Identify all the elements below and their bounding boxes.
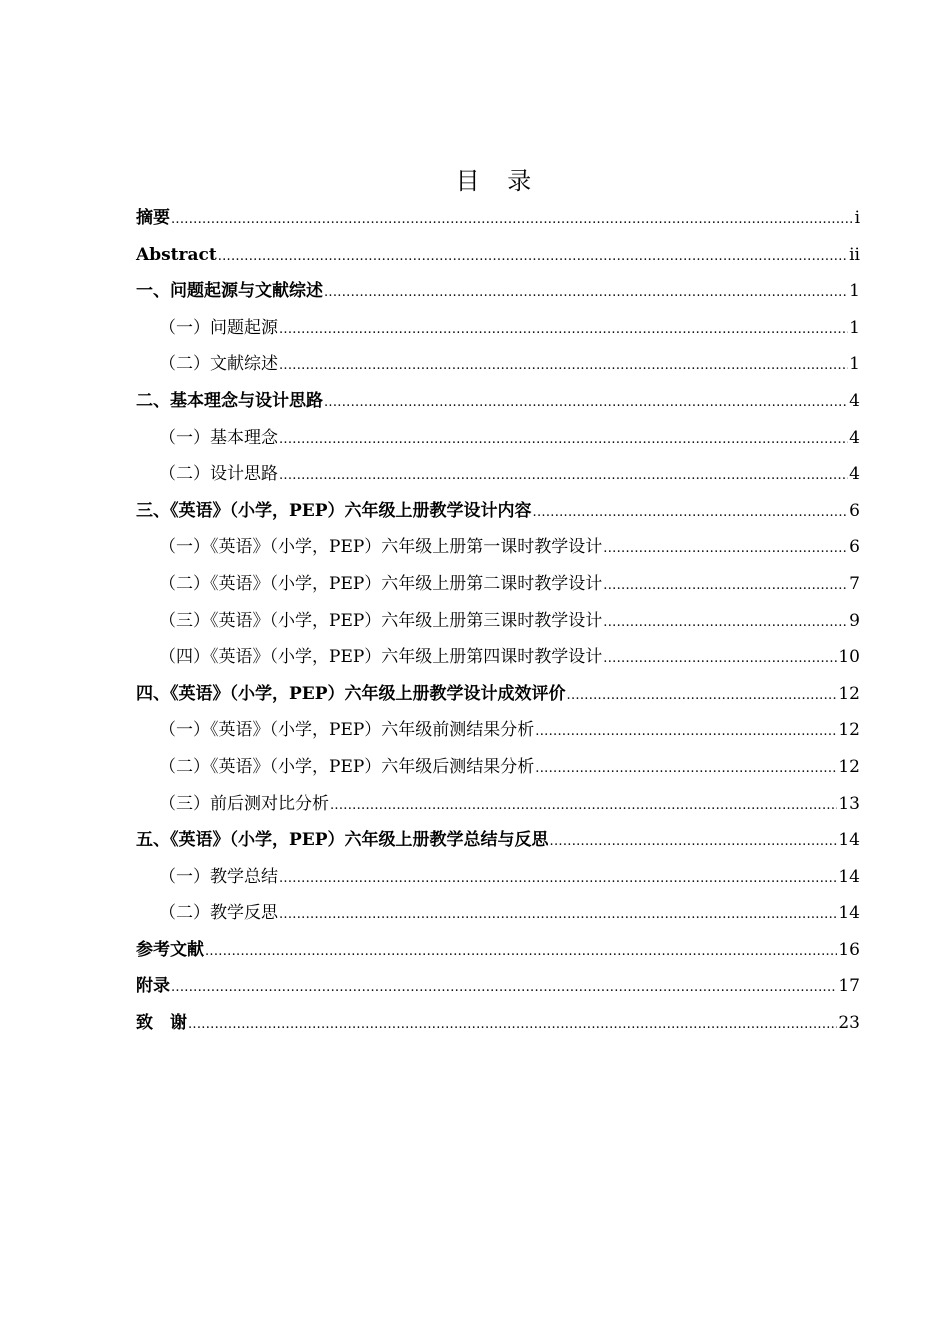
toc-entry[interactable] <box>136 639 860 676</box>
toc-entry-label: 四、《英语》（小学，PEP）六年级上册教学设计成效评价 <box>136 683 566 704</box>
toc-entry-label: （一）教学总结 <box>159 866 278 887</box>
toc-entry-page: 14 <box>838 903 860 924</box>
toc-entry[interactable] <box>136 749 860 786</box>
toc-entry-label: （二）设计思路 <box>159 464 278 485</box>
dot-leader <box>279 861 837 898</box>
dot-leader <box>171 970 837 1007</box>
dot-leader <box>218 239 848 276</box>
toc-entry[interactable] <box>136 676 860 713</box>
toc-entry-label: （二）《英语》（小学，PEP）六年级上册第二课时教学设计 <box>159 573 603 594</box>
toc-entry[interactable] <box>136 895 860 932</box>
toc-entry-label: （三）前后测对比分析 <box>159 793 329 814</box>
toc-entry-page: 1 <box>849 354 860 375</box>
toc-entry-label: （三）《英语》（小学，PEP）六年级上册第三课时教学设计 <box>159 610 603 631</box>
toc-entry-page: 13 <box>838 793 860 814</box>
toc-entry-label: 致 谢 <box>136 1013 187 1034</box>
toc-entry-page: 12 <box>838 720 860 741</box>
dot-leader <box>603 605 848 642</box>
dot-leader <box>188 1007 837 1044</box>
dot-leader <box>324 275 848 312</box>
toc-entry[interactable] <box>136 456 860 493</box>
dot-leader <box>330 788 837 825</box>
dot-leader <box>279 458 848 495</box>
toc-entry-label: 五、《英语》（小学，PEP）六年级上册教学总结与反思 <box>136 830 549 851</box>
dot-leader <box>279 312 848 349</box>
dot-leader <box>567 678 838 715</box>
toc-entry-page: 4 <box>849 390 860 411</box>
toc-entry-label: 摘要 <box>136 208 170 228</box>
toc-entry[interactable] <box>136 712 860 749</box>
toc-entry-page: 14 <box>838 830 860 851</box>
toc-entry-label: （二）教学反思 <box>159 903 278 924</box>
toc-entry-page: 6 <box>849 500 860 521</box>
toc-entry[interactable] <box>136 346 860 383</box>
dot-leader <box>535 714 837 751</box>
dot-leader <box>535 751 837 788</box>
toc-entry-label: （一）《英语》（小学，PEP）六年级上册第一课时教学设计 <box>159 537 603 558</box>
toc-entry[interactable] <box>136 200 860 237</box>
toc-entry[interactable] <box>136 566 860 603</box>
toc-entry[interactable] <box>136 529 860 566</box>
dot-leader <box>324 385 848 422</box>
toc-entry-label: Abstract <box>136 244 217 265</box>
toc-entry-label: 一、问题起源与文献综述 <box>136 281 323 302</box>
dot-leader <box>603 568 848 605</box>
page-title: 目 录 <box>455 167 542 195</box>
toc-entry-page: 9 <box>849 610 860 631</box>
toc-entry-page: 14 <box>838 866 860 887</box>
toc-entry-page: 1 <box>849 317 860 338</box>
dot-leader <box>550 824 838 861</box>
toc-entry-label: （二）《英语》（小学，PEP）六年级后测结果分析 <box>159 756 535 777</box>
dot-leader <box>603 531 848 568</box>
toc-entry-label: （一）问题起源 <box>159 317 278 338</box>
toc-entry-page: 12 <box>838 756 860 777</box>
toc-entry-page: 17 <box>838 976 860 997</box>
toc-entry-page: 6 <box>849 537 860 558</box>
dot-leader <box>279 348 848 385</box>
toc-entry[interactable] <box>136 822 860 859</box>
table-of-contents <box>136 200 860 1042</box>
toc-entry-page: 23 <box>838 1013 860 1034</box>
toc-entry-page: 4 <box>849 464 860 485</box>
toc-entry[interactable] <box>136 310 860 347</box>
dot-leader <box>279 422 848 459</box>
toc-entry-page: 7 <box>849 573 860 594</box>
toc-entry-page: 12 <box>838 683 860 704</box>
toc-entry-label: 参考文献 <box>136 939 204 960</box>
toc-entry-page: ii <box>849 244 860 265</box>
toc-entry-label: （二）文献综述 <box>159 354 278 375</box>
dot-leader <box>533 495 849 532</box>
dot-leader <box>279 897 837 934</box>
toc-entry-page: 16 <box>838 939 860 960</box>
toc-entry-label: 二、基本理念与设计思路 <box>136 390 323 411</box>
toc-entry[interactable] <box>136 786 860 823</box>
toc-entry-page: 4 <box>849 427 860 448</box>
toc-entry[interactable] <box>136 932 860 969</box>
toc-entry[interactable] <box>136 273 860 310</box>
toc-entry[interactable] <box>136 237 860 274</box>
toc-entry-label: （四）《英语》（小学，PEP）六年级上册第四课时教学设计 <box>159 647 603 668</box>
toc-entry-page: 1 <box>849 281 860 302</box>
toc-entry[interactable] <box>136 383 860 420</box>
toc-entry-label: （一）《英语》（小学，PEP）六年级前测结果分析 <box>159 720 535 741</box>
toc-entry-page: 10 <box>838 647 860 668</box>
dot-leader <box>603 641 837 678</box>
toc-entry[interactable] <box>136 493 860 530</box>
toc-entry[interactable] <box>136 859 860 896</box>
toc-entry-label: 附录 <box>136 976 170 997</box>
toc-entry-page: i <box>854 208 860 228</box>
toc-entry[interactable] <box>136 603 860 640</box>
toc-entry[interactable] <box>136 968 860 1005</box>
toc-entry-label: （一）基本理念 <box>159 427 278 448</box>
toc-entry[interactable] <box>136 1005 860 1042</box>
toc-entry-label: 三、《英语》（小学，PEP）六年级上册教学设计内容 <box>136 500 532 521</box>
dot-leader <box>205 934 837 971</box>
toc-entry[interactable] <box>136 420 860 457</box>
dot-leader <box>171 202 854 239</box>
